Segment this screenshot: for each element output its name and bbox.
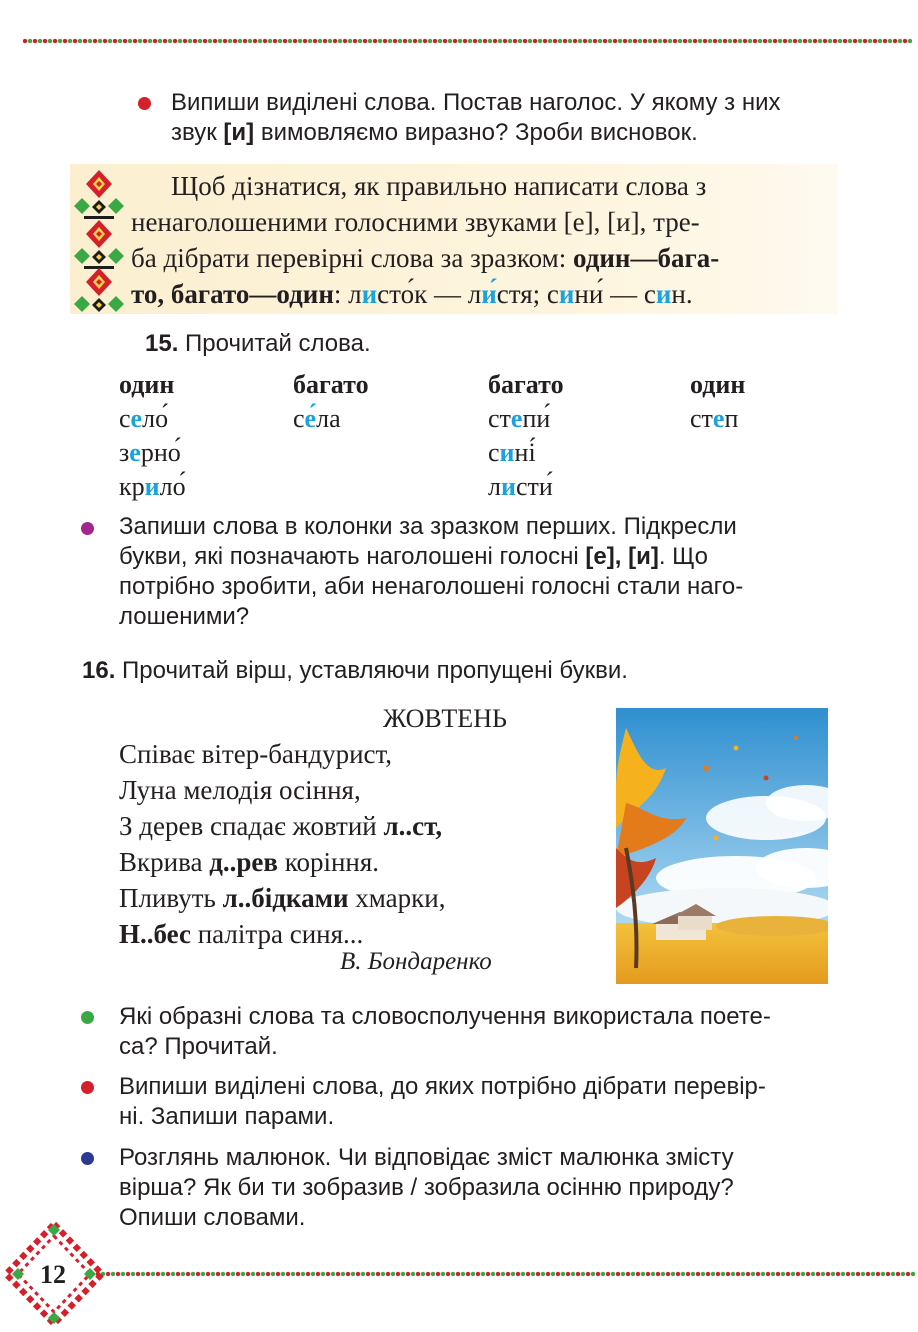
page-number: 12 xyxy=(40,1260,66,1289)
word: листи́ xyxy=(488,472,553,501)
task-top-line-2: звук [и] вимовляємо виразно? Зроби висновок. xyxy=(171,119,698,146)
task-top xyxy=(171,88,851,148)
question-line: Опиши словами. xyxy=(119,1204,306,1231)
column-2-head: багато xyxy=(293,370,369,399)
question-line: Випиши виділені слова, до яких потрібно дібрати перевір- xyxy=(119,1073,766,1100)
word: степ xyxy=(690,404,739,433)
rule-line-1: Щоб дізнатися, як правильно написати слова з xyxy=(171,171,707,201)
word: село́ xyxy=(119,404,169,433)
task-line: потрібно зробити, аби ненаголошені голосні стали наго- xyxy=(119,573,744,600)
poem xyxy=(119,736,445,952)
word: зерно́ xyxy=(119,438,181,467)
autumn-landscape-illustration xyxy=(616,708,828,984)
task-line: букви, які позначають наголошені голосні [е], [и]. Що xyxy=(119,543,708,570)
bullet-purple xyxy=(81,522,94,535)
question-line: вірша? Як би ти зобразив / зобразила осінню природу? xyxy=(119,1174,734,1201)
word: сині́ xyxy=(488,438,536,467)
question-line: са? Прочитай. xyxy=(119,1033,278,1060)
poem-line: Співає вітер-бандурист, xyxy=(119,739,393,769)
bullet-blue xyxy=(81,1152,94,1165)
question-3 xyxy=(119,1143,844,1233)
word-column-1 xyxy=(119,368,186,504)
task-line: Запиши слова в колонки за зразком перших. Підкресли xyxy=(119,513,737,540)
rule-line-2: ненаголошеними голосними звуками [е], [и], тре- xyxy=(131,207,700,237)
word: се́ла xyxy=(293,404,341,433)
poem-title: ЖОВТЕНЬ xyxy=(383,704,507,733)
question-line: ні. Запиши парами. xyxy=(119,1103,335,1130)
embroidery-ornament-icon xyxy=(72,168,126,314)
word: крило́ xyxy=(119,472,186,501)
poem-line: З дерев спадає жовтий л..ст, xyxy=(119,811,443,841)
decorative-border-bottom xyxy=(95,1268,915,1280)
bullet-red xyxy=(138,97,151,110)
decorative-border-top xyxy=(22,36,912,46)
word-column-3 xyxy=(488,368,564,504)
poem-line: Луна мелодія осіння, xyxy=(119,775,361,805)
question-line: Розглянь малюнок. Чи відповідає зміст малюнка змісту xyxy=(119,1144,734,1171)
bullet-green xyxy=(81,1011,94,1024)
poem-line: Пливуть л..бідками хмарки, xyxy=(119,883,446,913)
rule-text xyxy=(131,168,837,312)
column-1-head: один xyxy=(119,370,175,399)
rule-line-3: ба дібрати перевірні слова за зразком: один—бага- xyxy=(131,243,720,273)
column-4-head: один xyxy=(690,370,746,399)
question-2 xyxy=(119,1072,844,1132)
column-3-head: багато xyxy=(488,370,564,399)
exercise-15-title: 15. Прочитай слова. xyxy=(145,330,371,357)
word-column-4 xyxy=(690,368,745,436)
exercise-15-task xyxy=(119,512,844,632)
poem-line: Н..бес палітра синя... xyxy=(119,919,364,949)
bullet-red xyxy=(81,1081,94,1094)
exercise-16-title: 16. Прочитай вірш, уставляючи пропущені букви. xyxy=(82,657,628,684)
poem-author: В. Бондаренко xyxy=(340,948,492,975)
task-line: лошеними? xyxy=(119,603,250,630)
question-line: Які образні слова та словосполучення використала поете- xyxy=(119,1003,771,1030)
task-top-line-1: Випиши виділені слова. Постав наголос. У якому з них xyxy=(171,89,781,116)
question-1 xyxy=(119,1002,844,1062)
word-column-2 xyxy=(293,368,369,436)
poem-line: Вкрива д..рев коріння. xyxy=(119,847,380,877)
rule-line-4: то, багато—один: листо́к — ли́стя; сини́ — син. xyxy=(131,279,693,309)
word: степи́ xyxy=(488,404,551,433)
